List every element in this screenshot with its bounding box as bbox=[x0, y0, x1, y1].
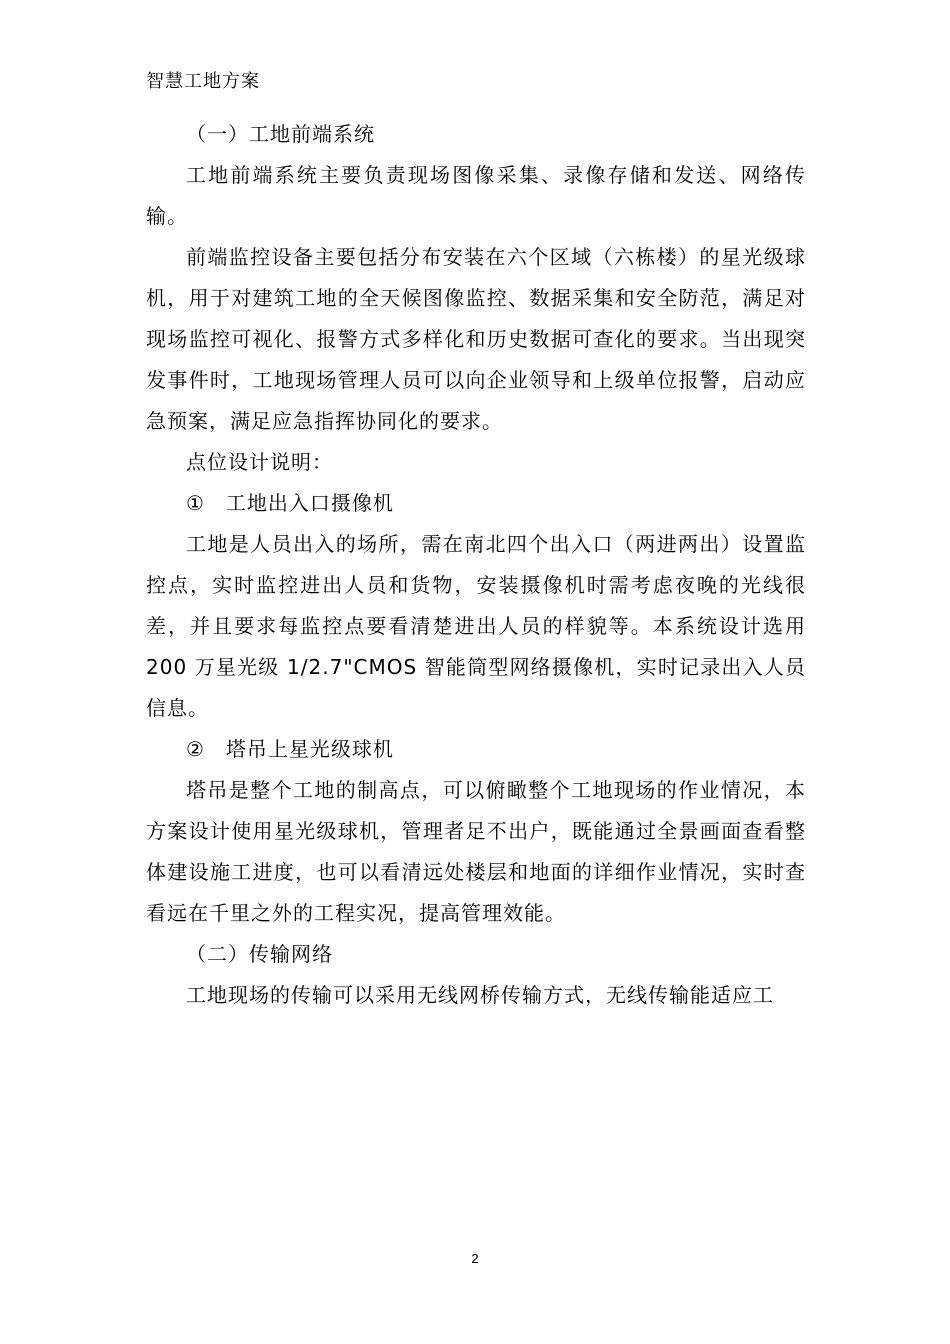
point-design-heading: 点位设计说明： bbox=[186, 450, 333, 474]
item-heading-tower-crane-camera: ② 塔吊上星光级球机 bbox=[186, 737, 394, 761]
page-header: 智慧工地方案 bbox=[146, 71, 260, 92]
paragraph-frontend-intro: 工地前端系统主要负责现场图像采集、录像存储和发送、网络传输。 bbox=[146, 163, 806, 228]
document-body bbox=[146, 114, 806, 1016]
paragraph-entrance-camera: 工地是人员出入的场所，需在南北四个出入口（两进两出）设置监控点，实时监控进出人员和货物，安装摄像机时需考虑夜晚的光线很差，并且要求每监控点要看清楚进出人员的样貌等。本系统设计选用 200 万星光级 1/2.7"CMOS 智能筒型网络摄像机，实时记录出入人员信息。 bbox=[146, 532, 806, 720]
paragraph-tower-crane-camera: 塔吊是整个工地的制高点，可以俯瞰整个工地现场的作业情况，本方案设计使用星光级球机，管理者足不出户，既能通过全景画面查看整体建设施工进度，也可以看清远处楼层和地面的详细作业情况，实时查看远在千里之外的工程实况，提高管理效能。 bbox=[146, 778, 806, 925]
item-heading-entrance-camera: ① 工地出入口摄像机 bbox=[186, 491, 394, 515]
paragraph-transmission-network: 工地现场的传输可以采用无线网桥传输方式，无线传输能适应工 bbox=[186, 983, 774, 1007]
page-number: 2 bbox=[471, 1251, 479, 1266]
paragraph-frontend-devices: 前端监控设备主要包括分布安装在六个区域（六栋楼）的星光级球机，用于对建筑工地的全天候图像监控、数据采集和安全防范，满足对现场监控可视化、报警方式多样化和历史数据可查化的要求。当出现突发事件时，工地现场管理人员可以向企业领导和上级单位报警，启动应急预案，满足应急指挥协同化的要求。 bbox=[146, 245, 806, 433]
section-heading-transmission-network: （二）传输网络 bbox=[186, 942, 333, 966]
section-heading-frontend-system: （一）工地前端系统 bbox=[186, 122, 375, 146]
